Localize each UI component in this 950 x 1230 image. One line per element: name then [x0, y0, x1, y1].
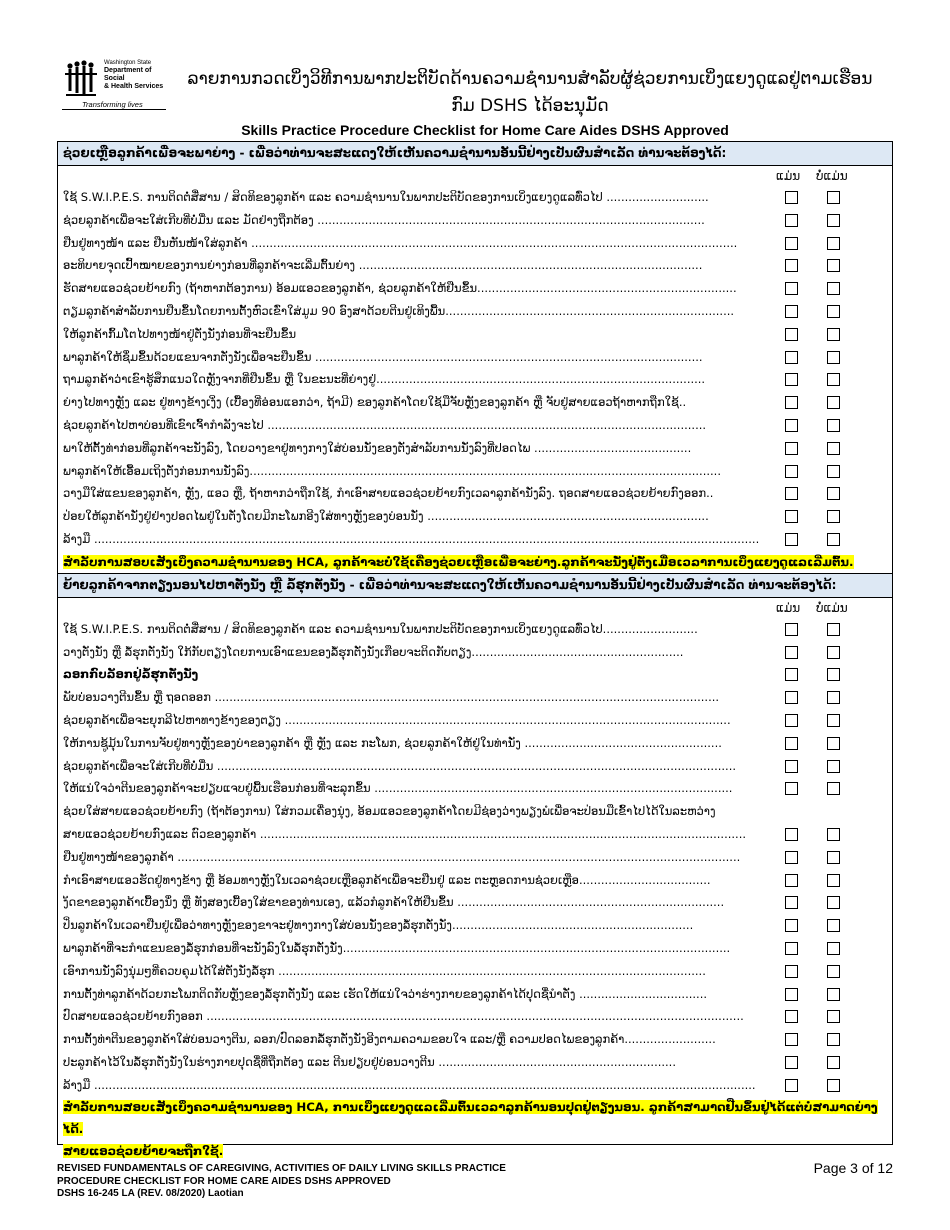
checklist-row [58, 186, 892, 209]
checklist-item-text: ໃຫ້ແນ່ໃຈວ່າຕີນຂອງລູກຄ້າຈະຢຽບແຈບຢູ່ພື້ນເຮືອນກ່ອນທີ່ຈະລຸກຂຶ້ນ .................................................................................................. [63, 781, 733, 796]
checklist-item-text: ພັບບ່ອນວາງຕີນຂຶ້ນ ຫຼື ຖອດອອກ .......................................................................................................................................... [63, 690, 720, 705]
checklist-item-text: ງັດຂາຂອງລູກຄ້າເບື້ອງນຶ່ງ ຫຼື ທັງສອງເບື້ອງໃສ່ຂາຂອງທ່ານເອງ, ແລ້ວກໍລູກຄ້າໃຫ້ຢືນຂຶ້ນ ......................................................................... [63, 895, 725, 910]
checklist-row [58, 641, 892, 664]
checklist-item-text: ການຕັ້ງທ່າຕີນຂອງລູກຄ້າໃສ່ບ່ອນວາງຕີນ, ລອກ/ປົດລອກລໍ້ຮຸກຕັ່ງນັ່ງອີງຕາມຄວາມຂອບໃຈ ແລະ/ຫຼື ຄວາມປອດໄພຂອງລູກຄ້າ......................... [63, 1032, 716, 1047]
checklist-row [58, 618, 892, 641]
checklist-row [58, 505, 892, 528]
checklist-item-text: ຍ່າງໄປທາງຫຼັງ ແລະ ຢູ່ທາງຂ້າງເງິ່ງ (ເບື້ອງທີ່ອ່ອນແອກວ່າ, ຖ້າມີ) ຂອງລູກຄ້າໂດຍໃຊ້ມືຈັບຫຼັງຂອງລູກຄ້າ ຫຼື ຈັບຢູ່ສາຍແອວຖ້າຫາກຖືກໃຊ້.. [63, 395, 687, 410]
yes-checkbox[interactable] [785, 328, 798, 341]
checklist-row [58, 460, 892, 483]
no-checkbox[interactable] [827, 623, 840, 636]
no-checkbox[interactable] [827, 691, 840, 704]
checklist-item-text: ພາລູກຄ້າໃຫ້ເອື້ອມເຖິງຕັ່ງກ່ອນການນັ່ງລົງ................................................................................................................................. [63, 463, 721, 478]
no-checkbox[interactable] [827, 896, 840, 909]
checklist-row [58, 1051, 892, 1074]
checklist-item-text: ລອກກົບລັອກຢູ່ລໍ້ຮຸກຕັ່ງນັ່ງ [63, 667, 199, 682]
no-checkbox[interactable] [827, 328, 840, 341]
no-checkbox[interactable] [827, 487, 840, 500]
column-headers-2 [58, 598, 892, 618]
no-checkbox[interactable] [827, 214, 840, 227]
checklist-row [58, 368, 892, 391]
no-checkbox[interactable] [827, 851, 840, 864]
yes-checkbox[interactable] [785, 1010, 798, 1023]
checklist-item-text: ວາງມືໃສ່ແຂນຂອງລູກຄ້າ, ຫຼັງ, ແອວ ຫຼື, ຖ້າຫາກວ່າຖືກໃຊ້, ກຳເອົາສາຍແອວຊ່ວຍຍ້າຍກົງເວລາລູກຄ້ານັ່ງລົງ. ຖອດສາຍແອວຊ່ວຍຍ້າຍກົງອອກ.. [63, 486, 714, 501]
yes-checkbox[interactable] [785, 305, 798, 318]
yes-checkbox[interactable] [785, 668, 798, 681]
no-checkbox[interactable] [827, 760, 840, 773]
checklist-item-text: ວາງຕັ່ງນັ່ງ ຫຼື ລໍ້ຮຸກຕັ່ງນັ່ງ ໃກ້ກັບຕຽງໂດຍການເອົາແຂນຂອງລໍ້ຮຸກຕັ່ງນັ່ງເກືອບຈະຕິດກັບຕຽງ.......................................................... [63, 644, 684, 659]
checklist-row [58, 891, 892, 914]
yes-checkbox[interactable] [785, 646, 798, 659]
yes-checkbox[interactable] [785, 874, 798, 887]
checklist-row [58, 823, 892, 846]
yes-checkbox[interactable] [785, 259, 798, 272]
checklist-row [58, 937, 892, 960]
yes-checkbox[interactable] [785, 419, 798, 432]
yes-checkbox[interactable] [785, 714, 798, 727]
col-no-label: ບໍ່ແມ່ນ [816, 169, 848, 183]
checklist-row [58, 232, 892, 255]
no-checkbox[interactable] [827, 782, 840, 795]
no-checkbox[interactable] [827, 396, 840, 409]
yes-checkbox[interactable] [785, 851, 798, 864]
checklist-row [58, 277, 892, 300]
checklist-row [58, 1074, 892, 1097]
yes-checkbox[interactable] [785, 1033, 798, 1046]
no-checkbox[interactable] [827, 1033, 840, 1046]
yes-checkbox[interactable] [785, 782, 798, 795]
checklist-row [58, 482, 892, 505]
yes-checkbox[interactable] [785, 396, 798, 409]
checklist-item-text: ປ່ອຍໃຫ້ລູກຄ້ານັ່ງຢູ່ຢ່າງປອດໄພຢູ່ໃນຕັ່ງໂດຍມີກະໂພກອີງໃສ່ທາງຫຼັງຂອງບ່ອນນັ່ງ ............................................................................. [63, 509, 709, 524]
no-checkbox[interactable] [827, 714, 840, 727]
checklist-row [58, 800, 892, 823]
checklist-row [58, 914, 892, 937]
section-1-header: ຊ່ວຍເຫຼືອລູກຄ້າເພື່ອຈະພາຍ່າງ - ເພື່ອວ່າທ່ານຈະສະແດງໃຫ້ເຫັນຄວາມຊຳນານອັນນີ້ຢ່າງເປັນຜົນສຳເລັດ ທ່ານຈະຕ້ອງໄດ້: [58, 142, 892, 166]
yes-checkbox[interactable] [785, 623, 798, 636]
yes-checkbox[interactable] [785, 1056, 798, 1069]
page-number: Page 3 of 12 [813, 1160, 893, 1176]
yes-checkbox[interactable] [785, 942, 798, 955]
no-checkbox[interactable] [827, 510, 840, 523]
no-checkbox[interactable] [827, 874, 840, 887]
yes-checkbox[interactable] [785, 919, 798, 932]
no-checkbox[interactable] [827, 351, 840, 364]
checklist-item-text: ກຳເອົາສາຍແອວຮັດຢູ່ທາງຂ້າງ ຫຼື ອ້ອມທາງຫຼັງໃນເວລາຊ່ວຍເຫຼືອລູກຄ້າເພື່ອຈະຢືນຢູ່ ແລະ ຕະຫຼອດການຊ່ວຍເຫຼືອ.................................... [63, 872, 711, 887]
checklist-row [58, 437, 892, 460]
checklist-row [58, 732, 892, 755]
checklist-item-text: ຢືນຢູ່ທາງໜ້າ ແລະ ຢືນຫັນໜ້າໃສ່ລູກຄ້າ ..................................................................................................................................... [63, 235, 738, 250]
checklist-item-text: ອະທິບາຍຈຸດເປົ້າໝາຍຂອງການຍ່າງກ່ອນທີ່ລູກຄ້າຈະເລີ່ມຕົ້ນຍ່າງ .............................................................................................. [63, 258, 703, 273]
yes-checkbox[interactable] [785, 373, 798, 386]
col-yes-label: ແມ່ນ [776, 169, 801, 183]
no-checkbox[interactable] [827, 828, 840, 841]
yes-checkbox[interactable] [785, 237, 798, 250]
no-checkbox[interactable] [827, 942, 840, 955]
checklist-row [58, 663, 892, 686]
checklist-item-text: ຊ່ວຍລູກຄ້າເພື່ອຈະໃສ່ເກີບທີ່ບໍ່ມື່ນ .............................................................................................................................................. [63, 758, 737, 773]
checklist-item-text: ຕຽມລູກຄ້າສຳລັບການຢືນຂຶ້ນໂດຍການຕັ້ງຫົວເຂົ່າໃສ່ມູມ 90 ອົງສາດ້ວຍຕີນຢູ່ເທິງພື້ນ............................................................................... [63, 303, 735, 318]
checklist-item-text: ໃຊ້ S.W.I.P.E.S. ການຕິດຕໍ່ສື່ສານ / ສິດທິຂອງລູກຄ້າ ແລະ ຄວາມຊຳນານໃນພາກປະຕິບັດຂອງການເບິ່ງແຍງດູແລທົ່ວໄປ ............................ [63, 190, 709, 204]
yes-checkbox[interactable] [785, 442, 798, 455]
checklist-item-text: ໃຫ້ລູກຄ້າກົ້ມໂຕໄປທາງໜ້າຢູ່ຕັ່ງນັ່ງກ່ອນທີ່ຈະຢືນຂຶ້ນ [63, 326, 297, 341]
dshs-logo [62, 58, 166, 116]
no-checkbox[interactable] [827, 259, 840, 272]
checklist-item-text: ການຕັ້ງທ່າລູກຄ້າດ້ວຍກະໂພກຕິດກັບຫຼັງຂອງລໍ້ຮຸກຕັ່ງນັ່ງ ແລະ ເຮັດໃຫ້ແນ່ໃຈວ່າຮ່າງກາຍຂອງລູກຄ້າໄດ້ປຸດຊື່ນຳຕັ່ງ ................................... [63, 986, 708, 1001]
checklist-item-text: ປິ່ນລູກຄ້າໃນເວລາຢືນຢູ່ເພື່ອວ່າທາງຫຼັງຂອງຂາຈະຢູ່ທາງກາງໃສ່ບ່ອນນັ່ງຂອງລໍ້ຮຸກຕັ່ງນັ່ງ.................................................................. [63, 918, 694, 933]
checklist-item-text: ໃຫ້ການຊູ້ມຸ້ນໃນການຈັບຢູ່ທາງຫຼັງຂອງບ່າຂອງລູກຄ້າ ຫຼື ຫຼັງ ແລະ ກະໂພກ, ຊ່ວຍລູກຄ້າໃຫ້ຢູ່ໃນທ່ານັ່ງ ...................................................... [63, 735, 722, 750]
yes-checkbox[interactable] [785, 896, 798, 909]
no-checkbox[interactable] [827, 737, 840, 750]
checklist-item-text: ຊ່ວຍໃສ່ສາຍແອວຊ່ວຍຍ້າຍກົງ (ຖ້າຕ້ອງການ) ໃສ່ກວມເຄື່ອງນຸ່ງ, ອ້ອມແອວຂອງລູກຄ້າໂດຍມີຊ່ອງວ່າງພຽງພໍເພື່ອຈະປ່ອນມືເຂົ້າໄປໄດ້ໃນລະຫວ່າງ [63, 804, 716, 819]
checklist-row [58, 869, 892, 892]
checklist-row [58, 209, 892, 232]
checklist-item-text: ຢືນຢູ່ທາງໜ້າຂອງລູກຄ້າ .......................................................................................................................................................... [63, 849, 741, 864]
no-checkbox[interactable] [827, 373, 840, 386]
yes-checkbox[interactable] [785, 214, 798, 227]
checklist-item-text: ຮັດສາຍແອວຊ່ວຍຍ້າຍກົງ (ຖ້າຫາກຕ້ອງການ) ອ້ອມແອວຂອງລູກຄ້າ, ຊ່ວຍລູກຄ້າໃຫ້ຢືນຂຶ້ນ....................................................................... [63, 281, 737, 296]
title-lao: ລາຍການກວດເບິ່ງວິທີການພາກປະຕິບັດດ້ານຄວາມຊຳນານສຳລັບຜູ້ຊ່ວຍການເບິ່ງແຍງດູແລຢູ່ຕາມເຮືອນ ກົມ DSHS ໄດ້ອະນຸມັດ [187, 69, 873, 116]
checklist-row [58, 686, 892, 709]
no-checkbox[interactable] [827, 533, 840, 546]
no-checkbox[interactable] [827, 442, 840, 455]
yes-checkbox[interactable] [785, 691, 798, 704]
yes-checkbox[interactable] [785, 510, 798, 523]
no-checkbox[interactable] [827, 919, 840, 932]
yes-checkbox[interactable] [785, 988, 798, 1001]
checklist-row [58, 960, 892, 983]
yes-checkbox[interactable] [785, 965, 798, 978]
checklist-row [58, 391, 892, 414]
no-checkbox[interactable] [827, 1056, 840, 1069]
yes-checkbox[interactable] [785, 760, 798, 773]
no-checkbox[interactable] [827, 282, 840, 295]
section-1-items [58, 186, 892, 551]
checklist-item-text: ເອົາການນັ່ງລົງນຸ່ມໆທີ່ຄວບຄຸມໄດ້ໃສ່ຕັ່ງນັ່ງລໍ້ຮຸກ ..................................................................................................................... [63, 963, 706, 978]
no-checkbox[interactable] [827, 465, 840, 478]
checklist-row [58, 300, 892, 323]
no-checkbox[interactable] [827, 965, 840, 978]
no-checkbox[interactable] [827, 191, 840, 204]
section-2-header: ຍ້າຍລູກຄ້າຈາກຕຽງນອນໄປຫາຕັ່ງນັ່ງ ຫຼື ລໍ້ຮຸກຕັ່ງນັ່ງ - ເພື່ອວ່າທ່ານຈະສະແດງໃຫ້ເຫັນຄວາມຊຳນານອັນນີ້ຢ່າງເປັນຜົນສຳເລັດ ທ່ານຈະຕ້ອງໄດ້: [58, 574, 892, 598]
checklist-item-text: ປົດສາຍແອວຊ່ວຍຍ້າຍກົງອອກ ................................................................................................................................................... [63, 1009, 744, 1024]
col-no-label: ບໍ່ແມ່ນ [816, 600, 848, 615]
checklist-item-text: ພາລູກຄ້າທີ່ຈະກຳແຂນຂອງລໍ້ຮຸກກ່ອນທີ່ຈະນັ່ງລົງໃນລໍ້ຮຸກຕັ່ງນັ່ງ.......................................................................................................... [63, 940, 731, 955]
checklist-row [58, 254, 892, 277]
checklist-item-text: ຊ່ວຍລູກຄ້າເພື່ອຈະຍຸກລີໄປຫາທາງຂ້າງຂອງຕຽງ .......................................................................................................................... [63, 712, 731, 727]
checklist-row [58, 528, 892, 551]
yes-checkbox[interactable] [785, 191, 798, 204]
yes-checkbox[interactable] [785, 1079, 798, 1092]
checklist-row [58, 1005, 892, 1028]
section-2-items [58, 618, 892, 1097]
no-checkbox[interactable] [827, 237, 840, 250]
checklist-row [58, 983, 892, 1006]
yes-checkbox[interactable] [785, 533, 798, 546]
checklist-row [58, 414, 892, 437]
checklist-row [58, 323, 892, 346]
logo-org: Washington State Department of Social & Health Services [104, 60, 164, 90]
checklist-item-text: ລ້າງມື ...................................................................................................................................................................................... [63, 531, 760, 546]
no-checkbox[interactable] [827, 988, 840, 1001]
checklist-item-text: ໃຊ້ S.W.I.P.E.S. ການຕິດຕໍ່ສື່ສານ / ສິດທິຂອງລູກຄ້າ ແລະ ຄວາມຊຳນານໃນພາກປະຕິບັດຂອງການເບິ່ງແຍງດູແລທົ່ວໄປ.......................... [63, 621, 698, 636]
no-checkbox[interactable] [827, 419, 840, 432]
col-yes-label: ແມ່ນ [776, 600, 801, 615]
no-checkbox[interactable] [827, 1079, 840, 1092]
checklist-row [58, 1028, 892, 1051]
no-checkbox[interactable] [827, 668, 840, 681]
checklist-item-text: ຊ່ວຍລູກຄ້າໄປຫາບ່ອນທີ່ເຂົາເຈົ້າກຳລັງຈະໄປ ........................................................................................................................ [63, 417, 707, 432]
title-english: Skills Practice Procedure Checklist for Home Care Aides DSHS Approved [241, 122, 729, 138]
column-headers [58, 166, 892, 186]
section-1-note: ສຳລັບການສອບເສັງເບິ່ງຄວາມຊຳນານຂອງ HCA, ລູກຄ້າຈະບໍ່ໃຊ້ເຄື່ອງຊ່ວຍເຫຼືອເພື່ອຈະຍ່າງ.ລູກຄ້າຈະນັ່ງຢູ່ຕັ່ງເມື່ອເວລາການເບິ່ງແຍງດູແລເລີ່ມຕົ້ນ. [58, 551, 892, 574]
checklist-item-text: ຊ່ວຍລູກຄ້າເພື່ອຈະໃສ່ເກີບທີ່ບໍ່ມື່ນ ແລະ ມັດຢ່າງຖືກຕ້ອງ .......................................................................................................... [63, 212, 705, 227]
checklist-item-text: ລ້າງມື ..................................................................................................................................................................................... [63, 1077, 756, 1092]
yes-checkbox[interactable] [785, 828, 798, 841]
yes-checkbox[interactable] [785, 487, 798, 500]
logo-rule [62, 109, 166, 110]
no-checkbox[interactable] [827, 646, 840, 659]
checklist-row [58, 346, 892, 369]
checklist-row [58, 709, 892, 732]
checklist-form [57, 141, 893, 1159]
no-checkbox[interactable] [827, 1010, 840, 1023]
checklist-item-text: ສາຍແອວຊ່ວຍຍ້າຍກົງແລະ ຕົວຂອງລູກຄ້າ ..................................................................................................................................... [63, 826, 747, 841]
no-checkbox[interactable] [827, 305, 840, 318]
section-2-note: ສຳລັບການສອບເສັງເບິ່ງຄວາມຊຳນານຂອງ HCA, ການເບິ່ງແຍງດູແລເລີ່ມຕົ້ນເວລາລູກຄ້ານອນປຸດຢູ່ຕຽງນອນ. ລູກຄ້າສາມາດຢືນຂຶ້ນຢູ່ໄດ້ແຕ່ບໍ່ສາມາດຍ່າງໄດ້. ສາຍແອວຊ່ວຍຍ້າຍຈະຖືກໃຊ້. [63, 1100, 878, 1159]
checklist-item-text: ພາລູກຄ້າໃຫ້ຊຶ່ມຂຶ້ນດ້ວຍແຂນຈາກຕັ່ງນັ່ງເພື່ອຈະຢືນຂຶ້ນ .......................................................................................................... [63, 349, 703, 364]
checklist-item-text: ປະລູກຄ້າໄວ້ໃນລໍ້ຮຸກຕັ່ງນັ່ງໃນຮ່າງກາຍປຸດຊື່ທີ່ຖືກຕ້ອງ ແລະ ຕີນຢຽບຢູ່ບ່ອນວາງຕີນ ................................................................. [63, 1054, 676, 1069]
checklist-row [58, 755, 892, 778]
logo-tagline: Transforming lives [82, 100, 143, 109]
yes-checkbox[interactable] [785, 282, 798, 295]
yes-checkbox[interactable] [785, 465, 798, 478]
checklist-item-text: ຖາມລູກຄ້າວ່າເຂົາຮູ້ສຶກແນວໃດຫຼັງຈາກທີ່ຢືນຂຶ້ນ ຫຼື ໃນຂະນະທີ່ຍ່າງຢູ່.......................................................................................... [63, 372, 706, 387]
checklist-row [58, 846, 892, 869]
yes-checkbox[interactable] [785, 351, 798, 364]
checklist-row [58, 777, 892, 800]
dshs-figure-icon [64, 60, 98, 98]
checklist-item-text: ພາໃຫ້ຕັ້ງທ່າກ່ອນທີ່ລູກຄ້າຈະນັ່ງລົງ, ໂດຍວາງຂາຢູ່ທາງກາງໃສ່ບ່ອນນັ່ງຂອງຕັ່ງສຳລັບການນັ່ງລົງທີ່ປອດໄພ ........................................... [63, 440, 692, 455]
form-footer: REVISED FUNDAMENTALS OF CAREGIVING, ACTIVITIES OF DAILY LIVING SKILLS PRACTICE PROCEDURE CHECKLIST FOR HOME CARE AIDES DSHS APPROVED DSHS 16-245 LA (REV. 08/2020) Laotian [57, 1163, 506, 1199]
yes-checkbox[interactable] [785, 737, 798, 750]
